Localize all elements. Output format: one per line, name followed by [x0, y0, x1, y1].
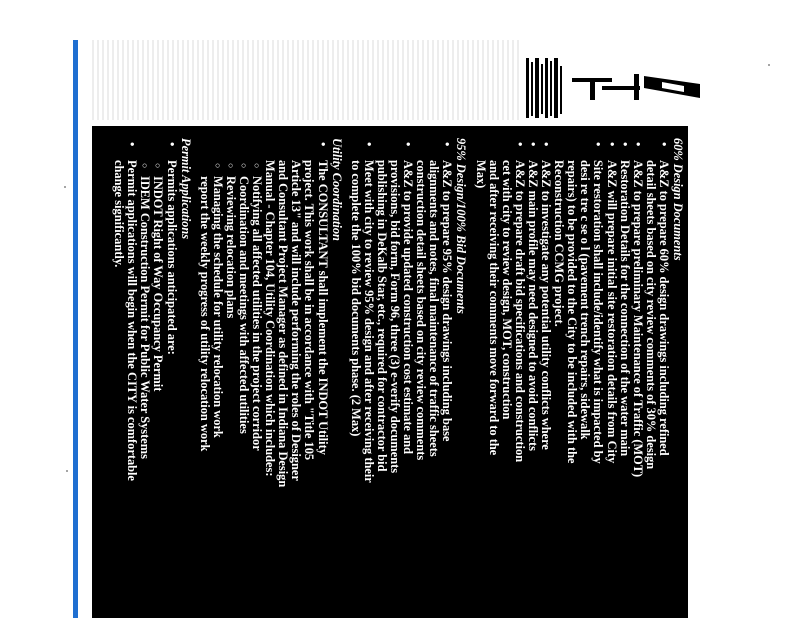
- bullet-item: • Permits applications anticipated are:: [164, 130, 177, 618]
- text-line: provisions, bid form, Form 96, three (3) e-verify documents: [388, 160, 403, 474]
- text-line: construction detail sheets based on city review comments: [414, 160, 429, 461]
- bullet-item: • A&Z to prepare preliminary Maintenance of Traffic (MOT): [631, 130, 644, 618]
- section-heading: Permit Applications: [178, 138, 193, 240]
- text-line: to complete the 100% bid documents phase. (2 Max): [348, 160, 363, 437]
- text-line: change significantly.: [112, 160, 127, 268]
- barcode-stamp-graphic: [524, 58, 564, 118]
- text-line: publishing in DeKalb Star, etc., required for contractor bid: [374, 160, 389, 472]
- bullet-item: • Restoration Details for the connection of the water main: [618, 130, 631, 618]
- section-heading: 60% Design Documents: [671, 138, 685, 261]
- section-spacer: [468, 130, 474, 618]
- bullet-item: • Permit applications will begin when the CITY is comfortable: [125, 130, 138, 618]
- scan-speck: [64, 186, 66, 188]
- bullet-item: • A&Z to prepare 95% design drawings including base: [440, 130, 453, 618]
- sub-bullet-item: ○ Reviewing relocation plans: [224, 130, 237, 618]
- text-line: desi re tre c se o l (pavement trench repairs, sidewalk: [578, 160, 593, 440]
- bullet-item: • A&Z to provide updated construction cost estimate and: [401, 130, 414, 618]
- bullet-item: • A&Z to investigate any potential utility conflicts where: [539, 130, 552, 618]
- text-line: cet with city to review design, MOT, construction: [499, 160, 514, 420]
- text-line: and after receiving their comments move forward to the: [486, 160, 501, 456]
- document-body: [92, 126, 688, 618]
- text-line: Max): [473, 160, 488, 189]
- sub-bullet-item: ○ Coordination and meetings with affected utilities: [237, 130, 250, 618]
- text-line: and Consultant Project Manager as defined in Indiana Design: [276, 160, 291, 488]
- sub-bullet-item: ○ Notifying all affected utilities in the project corridor: [250, 130, 263, 618]
- bleed-through-text: [92, 40, 522, 120]
- sub-bullet-item: ○ INDOT Right of Way Occupancy Permit: [151, 130, 164, 618]
- text-line: Article 13" and will include performing the roles of Designer: [289, 160, 304, 481]
- bullet-item: • A&Z main profile may need designed to avoid conflicts: [526, 130, 539, 618]
- sub-bullet-item: ○ IDEM Construction Permit for Public Water Systems: [138, 130, 151, 618]
- sub-bullet-item: ○ Managing the schedule for utility relocation work: [211, 130, 224, 618]
- company-logo-graphic: [572, 74, 700, 100]
- bullet-item: • A&Z to prepare draft bid specifications and construction: [513, 130, 526, 618]
- bullet-item: • Site restoration shall include/identify what is impacted by: [591, 130, 604, 618]
- bullet-item: • The CONSULTANT shall implement the INDOT Utility: [315, 130, 328, 618]
- text-line: project. This work shall be in accordance with "Title 105: [302, 160, 317, 461]
- section-heading: Utility Coordination: [329, 138, 344, 241]
- scan-speck: [66, 470, 68, 472]
- text-line: alignments and notes, final maintenance of traffic sheets: [427, 160, 442, 457]
- text-line: report the weekly progress of utility relocation work: [197, 176, 212, 452]
- text-line: detail sheets based on city review comments of 30% design: [643, 160, 658, 470]
- text-line: Reconstruction CCMG project.: [552, 160, 567, 327]
- page-margin-bar: [73, 40, 78, 618]
- bullet-item: • A&Z will prepare initial site restoration details from City: [604, 130, 617, 618]
- text-line: repairs) to be provided to the City to be included with the: [565, 160, 580, 464]
- section-heading: 95% Design/100% Bid Documents: [454, 138, 469, 314]
- scan-speck: [768, 64, 770, 66]
- rotated-document-panel: [92, 126, 688, 618]
- text-line: Manual - Chapter 104, Utility Coordination which includes:: [263, 160, 278, 477]
- bullet-item: • A&Z to prepare 60% design drawings including refined: [657, 130, 670, 618]
- bullet-item: • Meet with city to review 95% design and after receiving their: [362, 130, 375, 618]
